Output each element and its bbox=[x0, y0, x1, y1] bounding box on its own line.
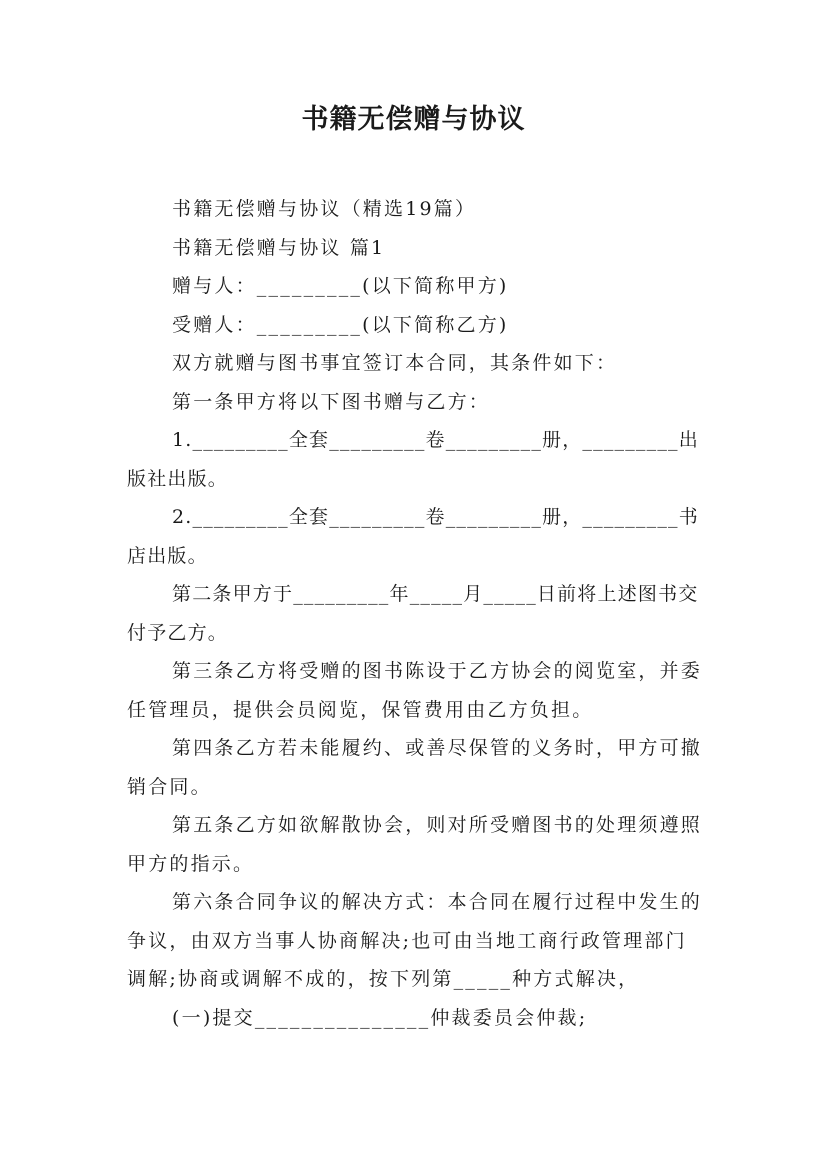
paragraph-option-1: (一)提交_______________仲裁委员会仲裁; bbox=[172, 1006, 588, 1029]
paragraph-item-2: 2._________全套_________卷_________册，_________书店出版。 bbox=[127, 506, 699, 567]
paragraph-article-2: 第二条甲方于_________年_____月_____日前将上述图书交付予乙方。 bbox=[127, 583, 699, 644]
paragraph-donor: 赠与人：_________(以下简称甲方) bbox=[172, 275, 509, 297]
paragraph-article-6: 第六条合同争议的解决方式：本合同在履行过程中发生的争议，由双方当事人协商解决;也可由当地工商行政管理部门调解;协商或调解不成的，按下列第_____种方式解决， bbox=[127, 891, 703, 990]
paragraph-article-1: 第一条甲方将以下图书赠与乙方： bbox=[172, 390, 491, 413]
paragraph-section-heading: 书籍无偿赠与协议 篇1 bbox=[172, 236, 386, 259]
paragraph-article-3: 第三条乙方将受赠的图书陈设于乙方协会的阅览室，并委任管理员，提供会员阅览，保管费用由乙方负担。 bbox=[127, 660, 703, 721]
paragraph-article-5: 第五条乙方如欲解散协会，则对所受赠图书的处理须遵照甲方的指示。 bbox=[127, 814, 703, 875]
paragraph-item-1: 1._________全套_________卷_________册，_________出版社出版。 bbox=[127, 429, 699, 490]
paragraph-article-4: 第四条乙方若未能履约、或善尽保管的义务时，甲方可撤销合同。 bbox=[127, 737, 703, 798]
paragraph-intro: 双方就赠与图书事宜签订本合同，其条件如下： bbox=[172, 352, 618, 374]
paragraph-recipient: 受赠人：_________(以下简称乙方) bbox=[172, 313, 509, 336]
paragraph-collection-heading: 书籍无偿赠与协议（精选19篇） bbox=[172, 198, 477, 220]
document-title: 书籍无偿赠与协议 bbox=[301, 104, 526, 135]
document-body bbox=[127, 190, 707, 1037]
